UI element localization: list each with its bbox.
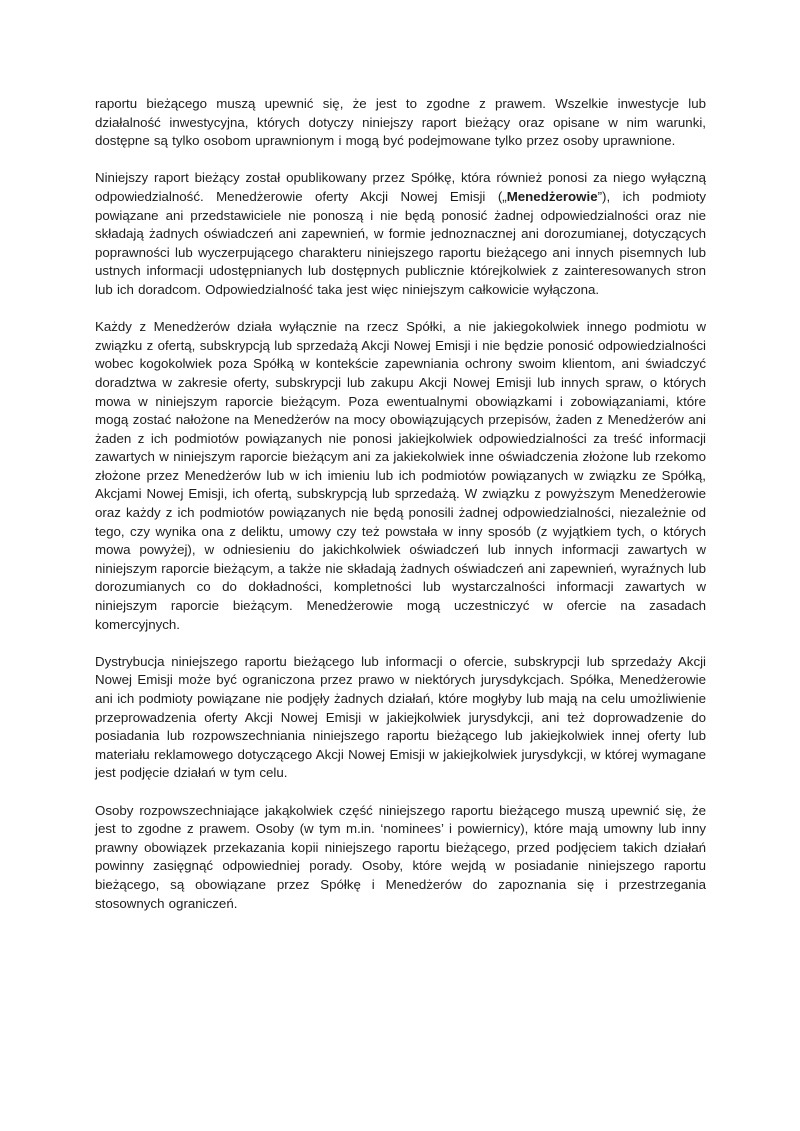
paragraph-managers-liability: Każdy z Menedżerów działa wyłącznie na rzecz Spółki, a nie jakiegokolwiek innego podmiotu w związku z ofertą, subskrypcją lub sprzedażą Akcji Nowej Emisji i nie będzie ponosić odpowiedzialności wobec kogokolwiek poza Spółką w kontekście zapewniania ochrony swoim klientom, ani świadczyć doradztwa w zakresie oferty, subskrypcji lub zakupu Akcji Nowej Emisji lub innych spraw, o których mowa w niniejszym raporcie bieżącym. Poza ewentualnymi obowiązkami i zobowiązaniami, które mogą zostać nałożone na Menedżerów na mocy obowiązujących przepisów, żaden z Menedżerów ani żaden z ich podmiotów powiązanych nie ponosi jakiejkolwiek odpowiedzialności za treść informacji zawartych w niniejszym raporcie bieżącym ani za jakiekolwiek inne oświadczenia złożone lub rzekomo złożone przez Menedżerów lub w ich imieniu lub ich podmiotów powiązanych w związku ze Spółką, Akcjami Nowej Emisji, ich ofertą, subskrypcją lub sprzedażą. W związku z powyższym Menedżerowie oraz każdy z ich podmiotów powiązanych nie będą ponosili żadnej odpowiedzialności, niezależnie od tego, czy wynika ona z deliktu, umowy czy też powstała w inny sposób (z wyjątkiem tych, o których mowa powyżej), w odniesieniu do jakichkolwiek oświadczeń lub innych informacji zawartych w niniejszym raporcie bieżącym, a także nie składają żadnych oświadczeń ani zapewnień, wyraźnych lub dorozumianych co do dokładności, kompletności lub wystarczalności informacji zawartych w niniejszym raporcie bieżącym. Menedżerowie mogą uczestniczyć w ofercie na zasadach komercyjnych.: [95, 319, 706, 632]
defined-term-menedzerowie: Menedżerowie: [506, 188, 598, 204]
paragraph-distributors-obligations: Osoby rozpowszechniające jakąkolwiek część niniejszego raportu bieżącego muszą upewnić się, że jest to zgodne z prawem. Osoby (w tym m.in. ‘nominees’ i powiernicy), które mają umowny lub inny prawny obowiązek przekazania kopii niniejszego raportu bieżącego, przed podjęciem takich działań powinny zasięgnąć odpowiedniej porady. Osoby, które wejdą w posiadanie niniejszego raportu bieżącego, są obowiązane przez Spółkę i Menedżerów do zapoznania się i przestrzegania stosownych ograniczeń.: [95, 802, 706, 911]
paragraph-managers-text-before: Niniejszy raport bieżący został opublikowany przez Spółkę, która również ponosi za niego wyłączną odpowiedzialność. Menedżerowie oferty Akcji Nowej Emisji („: [95, 170, 706, 204]
paragraph-managers-disclaimer: [95, 169, 706, 299]
paragraph-managers-text-after: ”), ich podmioty powiązane ani przedstawiciele nie ponoszą i nie będą ponosić żadnej odpowiedzialności oraz nie składają żadnych oświadczeń ani zapewnień, w formie jednoznacznej ani dorozumianej, dotyczących poprawności lub wyczerpującego charakteru niniejszego raportu bieżącego ani innych pisemnych lub ustnych informacji udostępnianych lub dostępnych publicznie którejkolwiek z zainteresowanych stron lub ich doradcom. Odpowiedzialność taka jest więc niniejszym całkowicie wyłączona.: [95, 188, 706, 297]
paragraph-distribution-restrictions: Dystrybucja niniejszego raportu bieżącego lub informacji o ofercie, subskrypcji lub sprzedaży Akcji Nowej Emisji może być ograniczona przez prawo w niektórych jurysdykcjach. Spółka, Menedżerowie ani ich podmioty powiązane nie podjęły żadnych działań, które mogłyby lub mają na celu umożliwienie przeprowadzenia oferty Akcji Nowej Emisji w jakiejkolwiek jurysdykcji, ani też doprowadzenie do posiadania lub rozpowszechniania niniejszego raportu bieżącego lub jakiejkolwiek innej oferty lub materiału reklamowego dotyczącego Akcji Nowej Emisji w jakiejkolwiek jurysdykcji, w której wymagane jest podjęcie działań w tym celu.: [95, 653, 706, 781]
paragraph-investor-eligibility: raportu bieżącego muszą upewnić się, że jest to zgodne z prawem. Wszelkie inwestycje lub działalność inwestycyjna, których dotyczy niniejszy raport bieżący oraz opisane w nim warunki, dostępne są tylko osobom uprawnionym i mogą być podejmowane tylko przez osoby uprawnione.: [95, 96, 706, 149]
